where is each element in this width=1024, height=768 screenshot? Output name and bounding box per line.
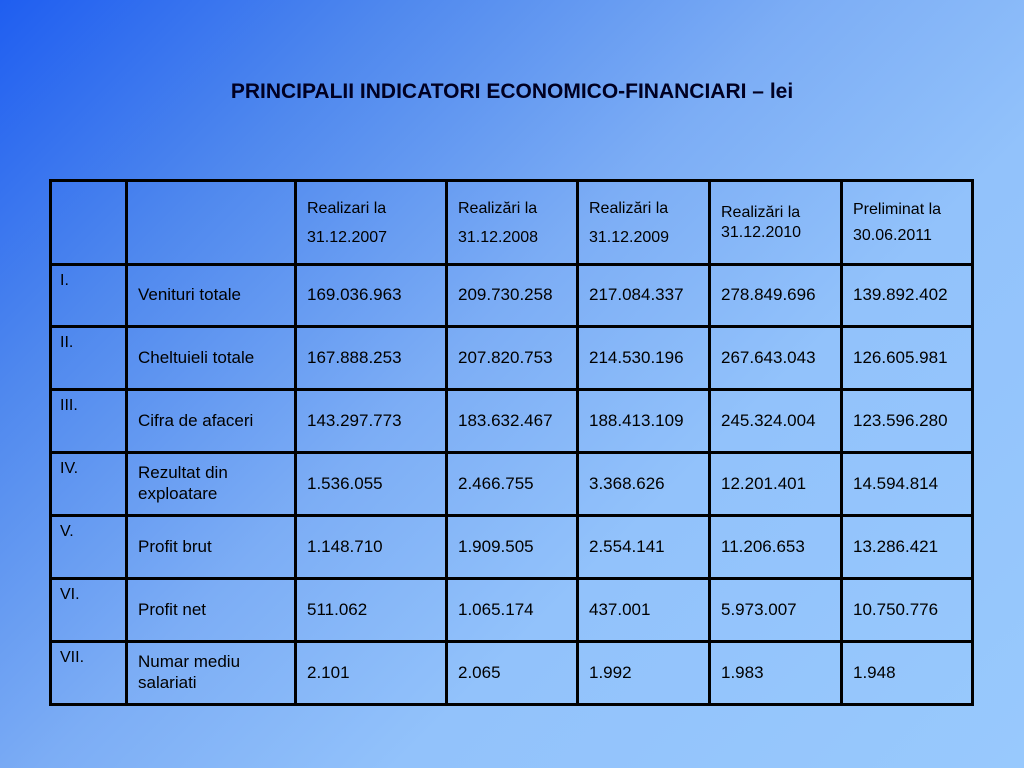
value-2011: 13.286.421 [842,516,973,579]
value-2009: 437.001 [578,579,710,642]
header-cell-2010: Realizări la 31.12.2010 [710,181,842,265]
row-number: VI. [51,579,127,642]
value-2010: 1.983 [710,642,842,705]
indicator-name: Venituri totale [127,265,296,327]
header-cell-2007: Realizari la 31.12.2007 [296,181,447,265]
slide-title: PRINCIPALII INDICATORI ECONOMICO-FINANCIARI – lei [230,80,794,103]
value-2009: 214.530.196 [578,327,710,390]
row-number: II. [51,327,127,390]
value-2009: 188.413.109 [578,390,710,453]
value-2010: 245.324.004 [710,390,842,453]
value-2009: 3.368.626 [578,453,710,516]
indicator-name: Cheltuieli totale [127,327,296,390]
table-row [51,579,973,642]
value-2007: 1.536.055 [296,453,447,516]
table-row [51,516,973,579]
value-2008: 1.065.174 [447,579,578,642]
indicators-table [49,179,974,706]
header-cell-2011: Preliminat la 30.06.2011 [842,181,973,265]
value-2011: 139.892.402 [842,265,973,327]
value-2007: 511.062 [296,579,447,642]
header-cell-index [51,181,127,265]
table-row [51,642,973,705]
value-2010: 278.849.696 [710,265,842,327]
value-2010: 12.201.401 [710,453,842,516]
value-2011: 123.596.280 [842,390,973,453]
value-2007: 2.101 [296,642,447,705]
table-row [51,265,973,327]
value-2010: 11.206.653 [710,516,842,579]
value-2011: 126.605.981 [842,327,973,390]
header-row [51,181,973,265]
row-number: V. [51,516,127,579]
value-2008: 2.466.755 [447,453,578,516]
indicator-name: Numar mediu salariati [127,642,296,705]
value-2007: 169.036.963 [296,265,447,327]
table-row [51,390,973,453]
header-cell-2009: Realizări la 31.12.2009 [578,181,710,265]
row-number: I. [51,265,127,327]
value-2008: 209.730.258 [447,265,578,327]
value-2009: 1.992 [578,642,710,705]
value-2007: 167.888.253 [296,327,447,390]
value-2008: 183.632.467 [447,390,578,453]
table-body [51,181,973,705]
table-row [51,453,973,516]
indicator-name: Rezultat din exploatare [127,453,296,516]
value-2008: 1.909.505 [447,516,578,579]
value-2010: 267.643.043 [710,327,842,390]
value-2011: 1.948 [842,642,973,705]
indicator-name: Cifra de afaceri [127,390,296,453]
value-2011: 14.594.814 [842,453,973,516]
value-2010: 5.973.007 [710,579,842,642]
row-number: III. [51,390,127,453]
row-number: VII. [51,642,127,705]
value-2008: 2.065 [447,642,578,705]
value-2009: 2.554.141 [578,516,710,579]
value-2007: 1.148.710 [296,516,447,579]
row-number: IV. [51,453,127,516]
table-row [51,327,973,390]
header-cell-2008: Realizări la 31.12.2008 [447,181,578,265]
indicator-name: Profit net [127,579,296,642]
value-2009: 217.084.337 [578,265,710,327]
value-2008: 207.820.753 [447,327,578,390]
indicator-name: Profit brut [127,516,296,579]
header-cell-indicator [127,181,296,265]
value-2007: 143.297.773 [296,390,447,453]
value-2011: 10.750.776 [842,579,973,642]
